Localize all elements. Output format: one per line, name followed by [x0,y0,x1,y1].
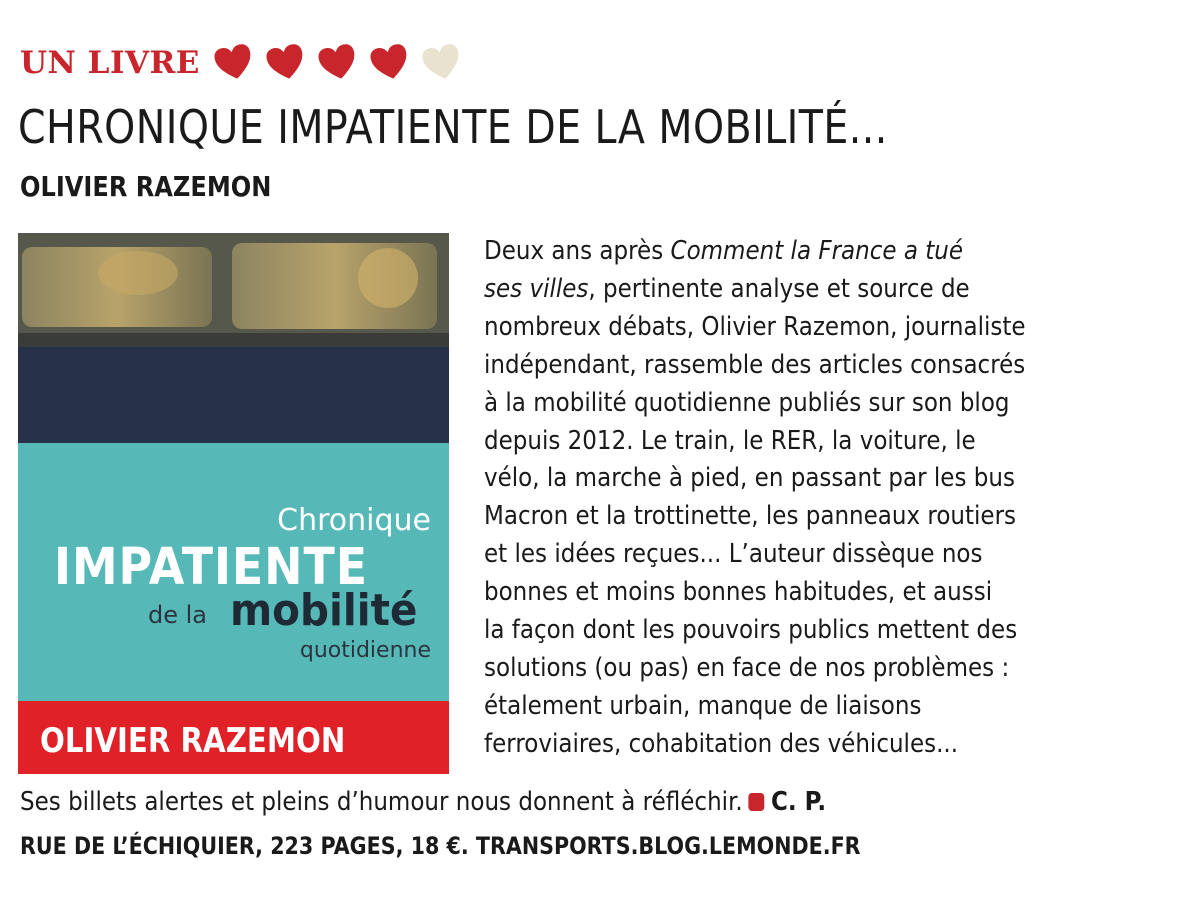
cover-train-photo [18,233,449,443]
cover-title-line2: IMPATIENTE [54,538,368,597]
book-author: OLIVIER RAZEMON [20,170,272,203]
rating-hearts [214,44,462,82]
body-text: , pertinente analyse et source de [588,273,970,304]
body-line: Macron et la trottinette, les panneaux routiers [484,501,1017,532]
body-line: depuis 2012. Le train, le RER, la voiture, le [484,425,976,456]
body-line: la façon dont les pouvoirs publics mettent des [484,615,1018,646]
heart-icon [266,44,306,82]
body-text: Ses billets alertes et pleins d’humour nous donnent à réfléchir. [20,787,743,817]
body-line: solutions (ou pas) en face de nos problèmes : [484,652,1010,683]
heart-icon [422,44,462,82]
body-line: vélo, la marche à pied, en passant par les bus [484,463,1015,494]
body-line: indépendant, rassemble des articles consacrés [484,349,1026,380]
body-line: étalement urbain, manque de liaisons [484,690,922,721]
section-kicker: UN LIVRE [20,45,200,81]
book-cover [18,233,449,774]
heart-icon [318,44,358,82]
body-line [484,233,1086,271]
body-line: nombreux débats, Olivier Razemon, journaliste [484,311,1026,342]
body-line: ferroviaires, cohabitation des véhicules... [484,728,959,759]
end-square-icon [748,793,764,811]
cited-book-title: ses villes [484,273,589,304]
book-title: CHRONIQUE IMPATIENTE DE LA MOBILITÉ... [18,100,888,154]
cover-title-line4: quotidienne [299,638,431,663]
review-signature: C. P. [771,787,827,817]
book-details: RUE DE L’ÉCHIQUIER, 223 PAGES, 18 €. TRANSPORTS.BLOG.LEMONDE.FR [20,832,861,860]
body-last-line [20,787,826,817]
body-text: Deux ans après [484,236,671,266]
cover-title-line3b: mobilité [230,585,418,636]
cover-title-line3a: de la [148,601,208,629]
heart-icon [214,44,254,82]
body-line: et les idées reçues... L’auteur dissèque nos [484,539,983,570]
body-line [484,271,1086,309]
body-line: à la mobilité quotidienne publiés sur son blog [484,387,1010,418]
review-body [484,233,1164,764]
cover-title-line1: Chronique [277,503,431,538]
heart-icon [370,44,410,82]
cover-author: OLIVIER RAZEMON [40,721,346,761]
review-header [20,38,462,88]
cited-book-title: Comment la France a tué [670,236,964,266]
body-line: bonnes et moins bonnes habitudes, et aussi [484,577,993,608]
